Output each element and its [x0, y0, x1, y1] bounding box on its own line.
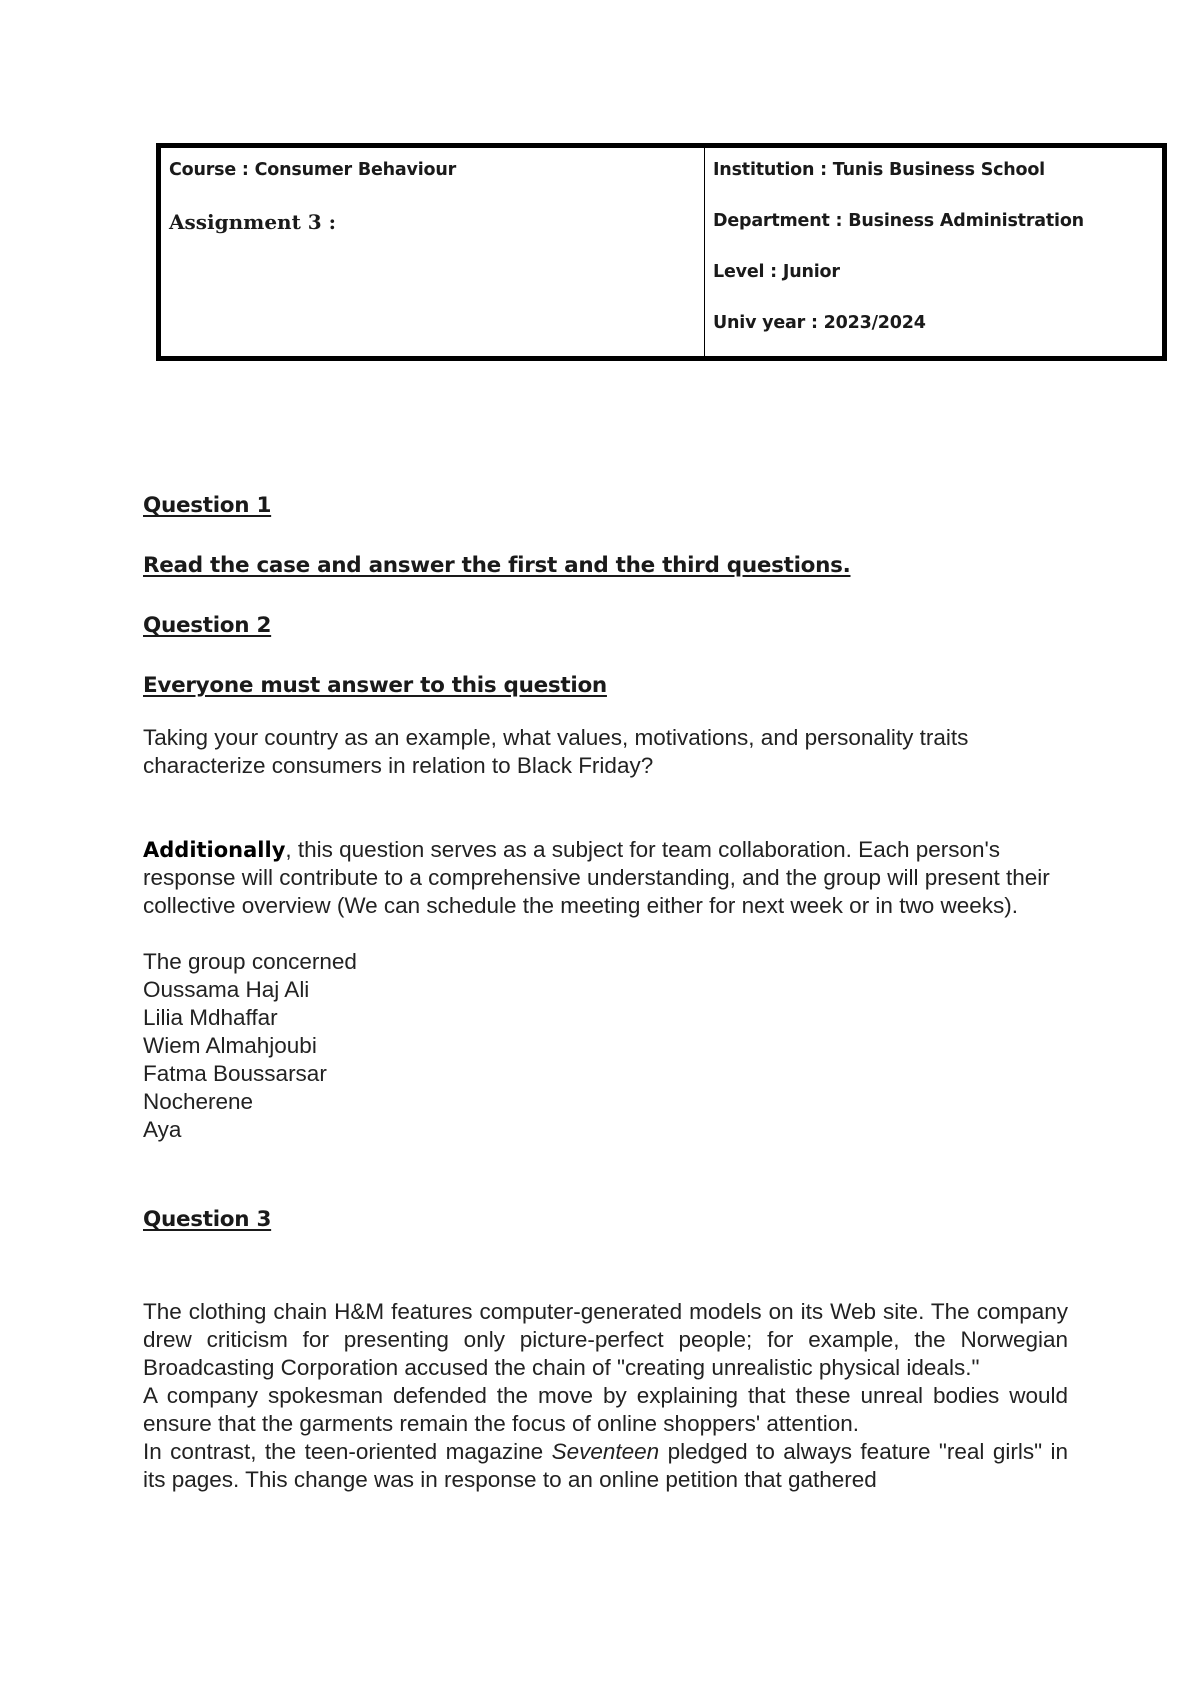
- magazine-name: Seventeen: [551, 1439, 660, 1464]
- group-member: Aya: [143, 1117, 182, 1142]
- question-2-heading: Question 2: [143, 613, 272, 638]
- document-body: [143, 492, 1068, 1494]
- question-1-instruction: Read the case and answer the first and the third questions.: [143, 553, 851, 578]
- paragraph-3-start: In contrast, the teen-oriented magazine: [143, 1439, 552, 1464]
- institution-label: Institution : Tunis Business School: [713, 160, 1045, 180]
- question-3-paragraph-2: A company spokesman defended the move by explaining that these unreal bodies would ensure that the garments remain the focus of online shoppers' attention.: [143, 1383, 1068, 1436]
- department-label: Department : Business Administration: [713, 211, 1084, 231]
- assignment-label: Assignment 3 :: [169, 210, 337, 234]
- header-table: [156, 143, 1167, 361]
- question-3-paragraph-3: [143, 1438, 1068, 1494]
- group-member: Oussama Haj Ali: [143, 977, 310, 1002]
- group-member: Lilia Mdhaffar: [143, 1005, 278, 1030]
- group-member: Wiem Almahjoubi: [143, 1033, 317, 1058]
- question-1-heading: Question 1: [143, 493, 272, 518]
- level-label: Level : Junior: [713, 262, 840, 282]
- header-right-cell: [705, 148, 1162, 356]
- group-member-list: [143, 976, 1068, 1144]
- question-2-prompt: Taking your country as an example, what values, motivations, and personality traits characterize consumers in relation to Black Friday?: [143, 725, 969, 778]
- additional-label: Additionally: [143, 838, 286, 862]
- group-title: The group concerned: [143, 949, 357, 974]
- question-3-paragraph-1: The clothing chain H&M features computer-generated models on its Web site. The company drew criticism for presenting only picture-perfect people; for example, the Norwegian Broadcasting Corporation accused the chain of "creating unrealistic physical ideals.": [143, 1299, 1068, 1380]
- group-member: Fatma Boussarsar: [143, 1061, 327, 1086]
- question-3-heading: Question 3: [143, 1207, 272, 1232]
- course-label: Course : Consumer Behaviour: [169, 160, 457, 180]
- group-member: Nocherene: [143, 1089, 254, 1114]
- univ-year-label: Univ year : 2023/2024: [713, 313, 926, 333]
- header-left-cell: [161, 148, 705, 356]
- additional-text: , this question serves as a subject for team collaboration. Each person's response will contribute to a comprehensive understanding, and the group will present their collective overview (We can schedule the meeting either for next week or in two weeks).: [143, 837, 1050, 918]
- paragraph-3-end: pledged to always feature "real girls" in its pages. This change was in response to an online petition that gathered: [143, 1439, 1068, 1492]
- question-2-additional-paragraph: [143, 836, 1068, 920]
- question-2-instruction: Everyone must answer to this question: [143, 673, 607, 698]
